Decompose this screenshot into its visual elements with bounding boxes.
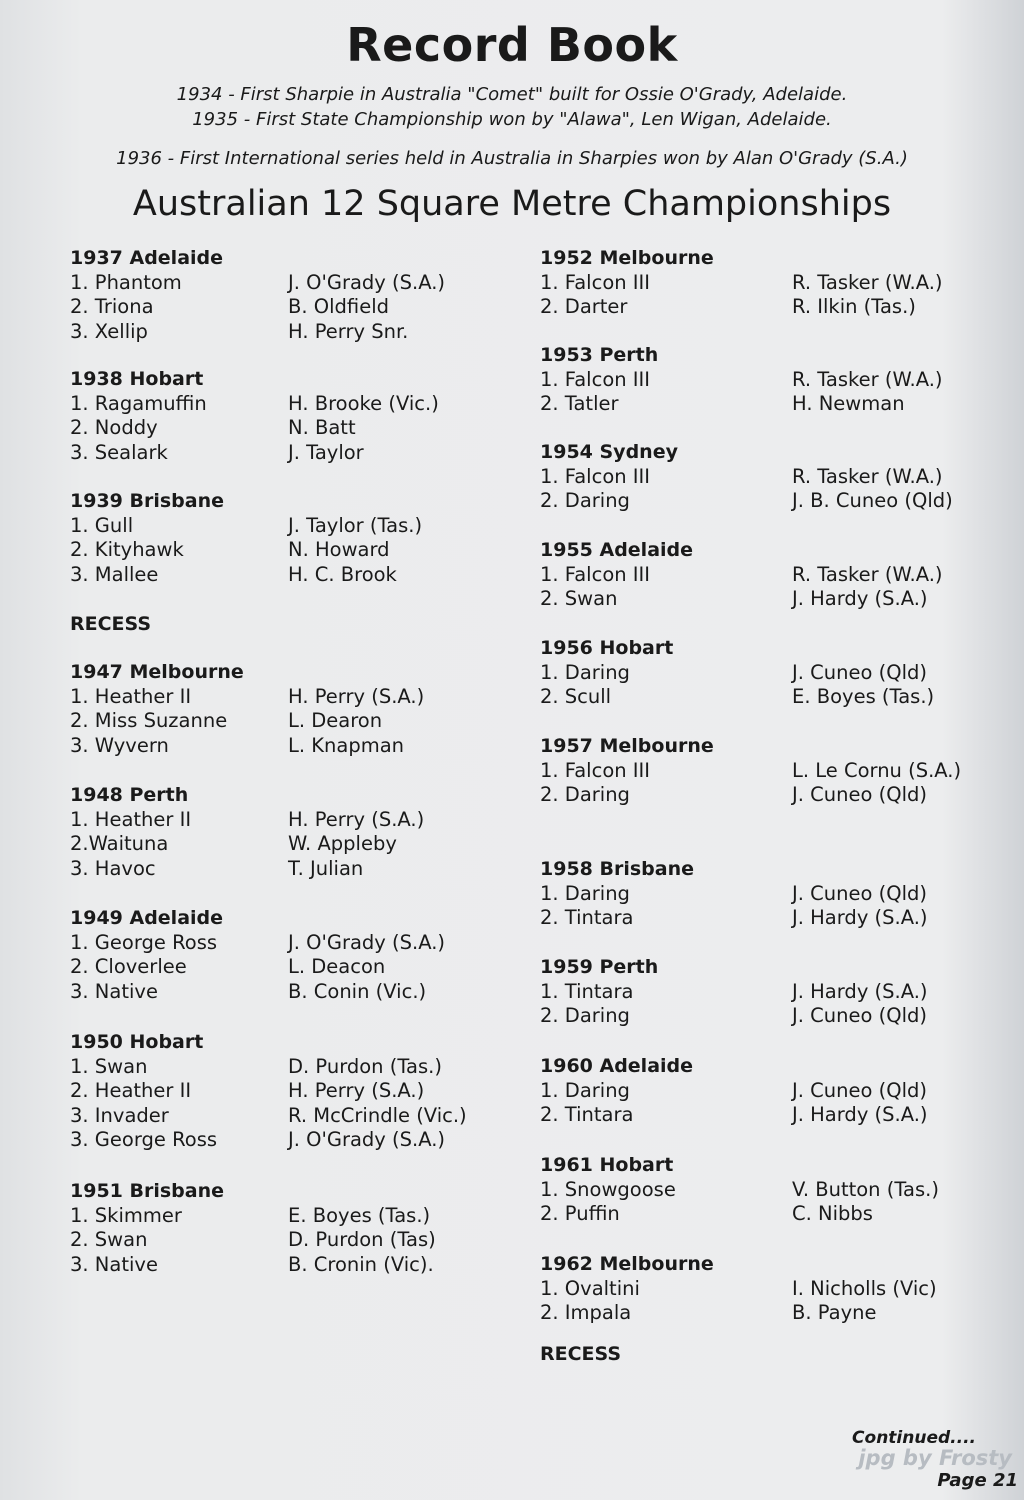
result-row — [540, 465, 980, 490]
event-heading: 1937 Adelaide — [70, 247, 224, 269]
skipper-name: L. Dearon — [288, 709, 383, 732]
boat-placing: 1. Heather II — [70, 684, 192, 708]
championship-event — [70, 489, 510, 587]
result-row — [70, 1104, 510, 1129]
skipper-name: J. O'Grady (S.A.) — [288, 1128, 446, 1151]
result-row — [540, 1277, 980, 1302]
result-row — [70, 980, 510, 1005]
skipper-name: J. Hardy (S.A.) — [792, 1103, 928, 1126]
boat-placing: 1. Falcon III — [540, 562, 651, 586]
event-heading: 1947 Melbourne — [70, 661, 244, 683]
championship-event — [70, 367, 510, 465]
event-heading: 1962 Melbourne — [540, 1253, 714, 1275]
result-row — [540, 661, 980, 686]
skipper-name: H. Perry (S.A.) — [288, 684, 425, 708]
championships-subtitle: Australian 12 Square Metre Championships — [132, 184, 892, 224]
skipper-name: N. Howard — [288, 538, 390, 561]
championship-event — [540, 343, 980, 417]
skipper-name: R. McCrindle (Vic.) — [288, 1103, 467, 1127]
result-row — [70, 1079, 510, 1104]
skipper-name: L. Knapman — [288, 733, 405, 757]
championship-event — [540, 1252, 980, 1326]
skipper-name: R. Tasker (W.A.) — [792, 562, 943, 586]
skipper-name: B. Cronin (Vic). — [288, 1252, 434, 1276]
boat-placing: 2. Daring — [540, 489, 630, 512]
boat-placing: 1. Falcon III — [540, 270, 651, 294]
event-heading: 1954 Sydney — [540, 441, 678, 463]
result-row — [70, 1055, 510, 1080]
result-row — [70, 563, 510, 588]
boat-placing: 1. Heather II — [70, 807, 192, 831]
boat-placing: 2. Scull — [540, 685, 612, 708]
championship-event — [540, 734, 980, 808]
championship-event — [70, 246, 510, 344]
result-row — [70, 295, 510, 320]
result-row — [540, 759, 980, 784]
skipper-name: J. B. Cuneo (Qld) — [792, 489, 953, 512]
skipper-name: L. Deacon — [288, 955, 386, 978]
skipper-name: J. Hardy (S.A.) — [792, 979, 928, 1003]
result-row — [540, 882, 980, 907]
result-row — [540, 1103, 980, 1128]
skipper-name: H. Perry Snr. — [288, 319, 409, 343]
result-row — [70, 1128, 510, 1153]
boat-placing: 3. Havoc — [70, 856, 156, 880]
boat-placing: 1. Falcon III — [540, 758, 651, 782]
boat-placing: 2. Heather II — [70, 1079, 192, 1102]
boat-placing: 2. Tatler — [540, 392, 619, 415]
skipper-name: J. Cuneo (Qld) — [792, 881, 927, 905]
skipper-name: J. Cuneo (Qld) — [792, 1004, 927, 1027]
boat-placing: 2. Swan — [70, 1228, 148, 1251]
result-row — [540, 1004, 980, 1029]
result-row — [540, 980, 980, 1005]
boat-placing: 1. Daring — [540, 1078, 630, 1102]
boat-placing: 2. Darter — [540, 295, 628, 318]
intro-line-1934: 1934 - First Sharpie in Australia "Comet" built for Ossie O'Grady, Adelaide. — [176, 84, 848, 105]
event-heading: 1938 Hobart — [70, 368, 204, 390]
skipper-name: R. Tasker (W.A.) — [792, 367, 943, 391]
championship-event — [70, 660, 510, 758]
skipper-name: C. Nibbs — [792, 1202, 873, 1225]
skipper-name: D. Purdon (Tas) — [288, 1228, 436, 1251]
boat-placing: 3. Wyvern — [70, 733, 169, 757]
intro-line-1936: 1936 - First International series held in Australia in Sharpies won by Alan O'Grady (S.A.) — [116, 148, 908, 169]
boat-placing: 1. Falcon III — [540, 367, 651, 391]
skipper-name: E. Boyes (Tas.) — [288, 1203, 431, 1227]
event-heading: 1957 Melbourne — [540, 735, 714, 757]
result-row — [70, 808, 510, 833]
skipper-name: T. Julian — [288, 856, 364, 880]
page-number: Page 21 — [937, 1470, 1018, 1491]
result-row — [70, 392, 510, 417]
result-row — [70, 538, 510, 563]
result-row — [540, 685, 980, 710]
recess-label: RECESS — [540, 1343, 622, 1365]
skipper-name: I. Nicholls (Vic) — [792, 1276, 937, 1300]
boat-placing: 2. Daring — [540, 783, 630, 806]
event-heading: 1959 Perth — [540, 956, 659, 978]
championship-event — [540, 1054, 980, 1128]
boat-placing: 2.Waituna — [70, 832, 169, 855]
championship-event — [540, 246, 980, 320]
championship-event — [540, 538, 980, 612]
result-row — [70, 416, 510, 441]
boat-placing: 1. Tintara — [540, 979, 634, 1003]
skipper-name: J. Hardy (S.A.) — [792, 587, 928, 610]
boat-placing: 2. Puffin — [540, 1202, 620, 1225]
skipper-name: R. Tasker (W.A.) — [792, 464, 943, 488]
result-row — [70, 709, 510, 734]
championship-event — [540, 955, 980, 1029]
boat-placing: 3. Mallee — [70, 562, 159, 586]
skipper-name: J. O'Grady (S.A.) — [288, 930, 446, 954]
championship-event — [70, 906, 510, 1004]
skipper-name: J. Cuneo (Qld) — [792, 1078, 927, 1102]
skipper-name: D. Purdon (Tas.) — [288, 1054, 442, 1078]
skipper-name: H. Perry (S.A.) — [288, 1079, 425, 1102]
boat-placing: 2. Miss Suzanne — [70, 709, 228, 732]
result-row — [70, 857, 510, 882]
boat-placing: 3. Invader — [70, 1103, 169, 1127]
recess-label: RECESS — [70, 613, 152, 635]
skipper-name: B. Conin (Vic.) — [288, 979, 427, 1003]
boat-placing: 2. Cloverlee — [70, 955, 187, 978]
boat-placing: 3. Native — [70, 979, 158, 1003]
event-heading: 1948 Perth — [70, 784, 189, 806]
result-row — [540, 783, 980, 808]
result-row — [70, 1204, 510, 1229]
skipper-name: J. Hardy (S.A.) — [792, 906, 928, 929]
event-heading: 1939 Brisbane — [70, 490, 225, 512]
page-title: Record Book — [346, 18, 678, 72]
intro-line-1935: 1935 - First State Championship won by "Alawa", Len Wigan, Adelaide. — [192, 109, 832, 130]
result-row — [540, 1079, 980, 1104]
continued-note: Continued.... — [852, 1428, 976, 1448]
skipper-name: H. Perry (S.A.) — [288, 807, 425, 831]
result-row — [540, 906, 980, 931]
skipper-name: W. Appleby — [288, 832, 397, 855]
event-heading: 1950 Hobart — [70, 1031, 204, 1053]
skipper-name: N. Batt — [288, 416, 356, 439]
boat-placing: 1. Ovaltini — [540, 1276, 640, 1300]
boat-placing: 1. Daring — [540, 881, 630, 905]
skipper-name: B. Oldfield — [288, 295, 389, 318]
skipper-name: H. Newman — [792, 392, 905, 415]
skipper-name: J. Taylor (Tas.) — [288, 513, 423, 537]
championship-event — [540, 857, 980, 931]
boat-placing: 1. Phantom — [70, 270, 182, 294]
boat-placing: 2. Tintara — [540, 906, 634, 929]
result-row — [540, 392, 980, 417]
boat-placing: 1. Gull — [70, 513, 134, 537]
skipper-name: R. Tasker (W.A.) — [792, 270, 943, 294]
event-heading: 1949 Adelaide — [70, 907, 224, 929]
skipper-name: V. Button (Tas.) — [792, 1177, 939, 1201]
skipper-name: J. O'Grady (S.A.) — [288, 270, 446, 294]
result-row — [70, 1253, 510, 1278]
boat-placing: 3. Xellip — [70, 319, 148, 343]
result-row — [540, 489, 980, 514]
boat-placing: 2. Triona — [70, 295, 154, 318]
boat-placing: 2. Kityhawk — [70, 538, 184, 561]
boat-placing: 2. Tintara — [540, 1103, 634, 1126]
result-row — [70, 931, 510, 956]
boat-placing: 1. Ragamuffin — [70, 391, 207, 415]
championship-event — [70, 1030, 510, 1153]
event-heading: 1953 Perth — [540, 344, 659, 366]
result-row — [540, 1301, 980, 1326]
event-heading: 1951 Brisbane — [70, 1180, 225, 1202]
event-heading: 1952 Melbourne — [540, 247, 714, 269]
result-row — [70, 320, 510, 345]
result-row — [540, 271, 980, 296]
boat-placing: 2. Swan — [540, 587, 618, 610]
skipper-name: J. Cuneo (Qld) — [792, 660, 927, 684]
skipper-name: L. Le Cornu (S.A.) — [792, 758, 962, 782]
skipper-name: J. Cuneo (Qld) — [792, 783, 927, 806]
boat-placing: 3. Sealark — [70, 440, 168, 464]
event-heading: 1956 Hobart — [540, 637, 674, 659]
result-row — [70, 734, 510, 759]
championship-event — [540, 440, 980, 514]
boat-placing: 3. George Ross — [70, 1128, 218, 1151]
result-row — [70, 271, 510, 296]
championship-event — [540, 636, 980, 710]
skipper-name: J. Taylor — [288, 440, 364, 464]
boat-placing: 2. Noddy — [70, 416, 158, 439]
skipper-name: R. Ilkin (Tas.) — [792, 295, 916, 318]
boat-placing: 3. Native — [70, 1252, 158, 1276]
watermark: jpg by Frosty — [858, 1446, 1012, 1470]
result-row — [70, 955, 510, 980]
boat-placing: 1. Daring — [540, 660, 630, 684]
skipper-name: B. Payne — [792, 1301, 877, 1324]
skipper-name: E. Boyes (Tas.) — [792, 685, 935, 708]
result-row — [540, 587, 980, 612]
result-row — [540, 1178, 980, 1203]
result-row — [540, 563, 980, 588]
boat-placing: 1. Snowgoose — [540, 1177, 676, 1201]
championship-event — [540, 1153, 980, 1227]
event-heading: 1960 Adelaide — [540, 1055, 694, 1077]
result-row — [70, 685, 510, 710]
result-row — [70, 514, 510, 539]
boat-placing: 1. George Ross — [70, 930, 218, 954]
result-row — [540, 1202, 980, 1227]
boat-placing: 2. Daring — [540, 1004, 630, 1027]
championship-event — [70, 1179, 510, 1277]
result-row — [70, 441, 510, 466]
boat-placing: 1. Falcon III — [540, 464, 651, 488]
event-heading: 1958 Brisbane — [540, 858, 695, 880]
event-heading: 1961 Hobart — [540, 1154, 674, 1176]
skipper-name: H. C. Brook — [288, 562, 397, 586]
boat-placing: 1. Swan — [70, 1054, 148, 1078]
championship-event — [70, 783, 510, 881]
skipper-name: H. Brooke (Vic.) — [288, 391, 439, 415]
result-row — [540, 368, 980, 393]
result-row — [70, 832, 510, 857]
result-row — [70, 1228, 510, 1253]
event-heading: 1955 Adelaide — [540, 539, 694, 561]
boat-placing: 2. Impala — [540, 1301, 632, 1324]
result-row — [540, 295, 980, 320]
boat-placing: 1. Skimmer — [70, 1203, 182, 1227]
